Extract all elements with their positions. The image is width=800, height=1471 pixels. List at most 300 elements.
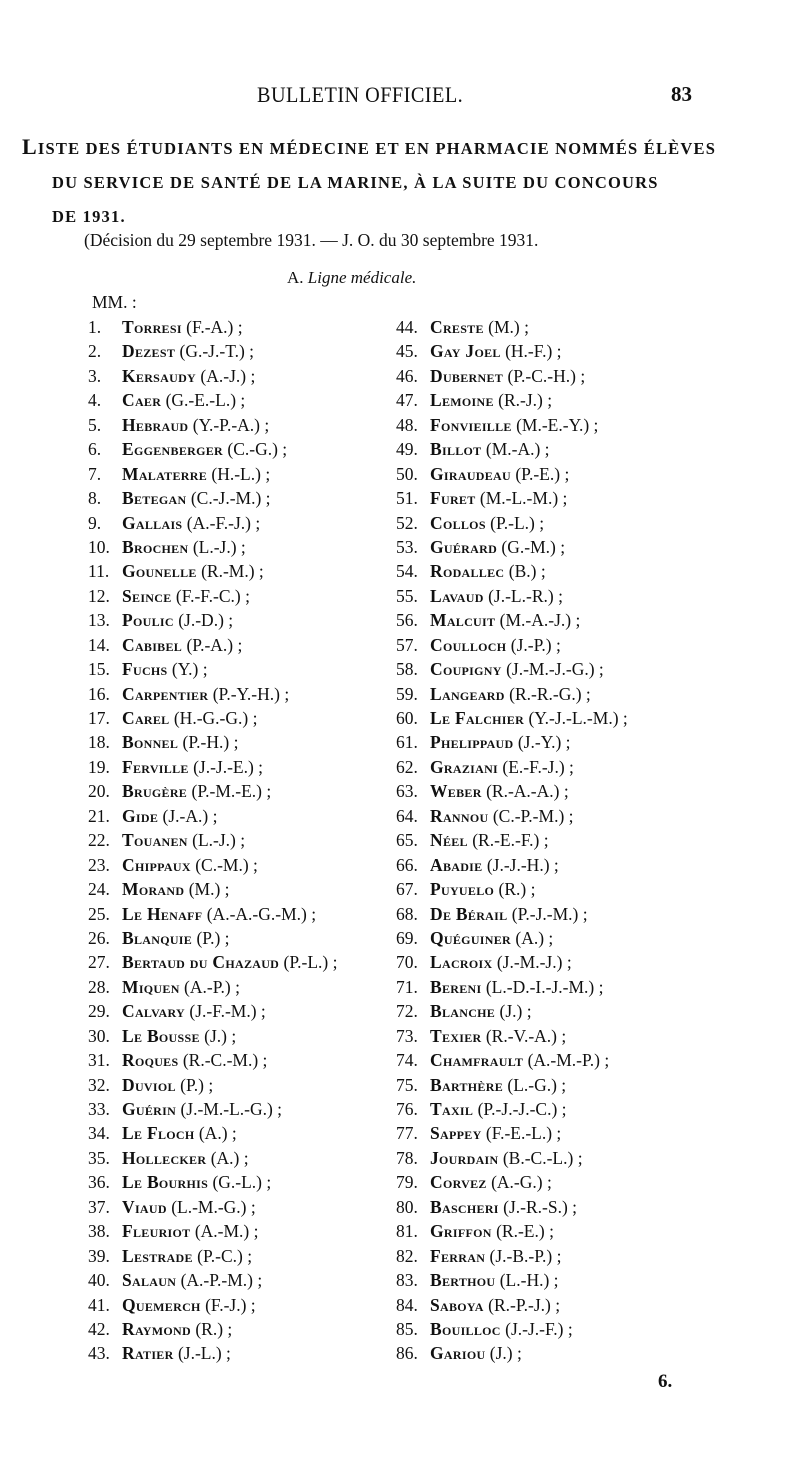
entry-number: 67. xyxy=(396,879,418,900)
list-item xyxy=(396,1244,628,1268)
entry-initials: (J.-R.-S.) ; xyxy=(503,1196,578,1217)
entry-initials: (P.) ; xyxy=(196,927,230,948)
entry-number: 57. xyxy=(396,634,418,655)
entry-number: 9. xyxy=(88,512,102,533)
list-item xyxy=(396,633,628,657)
entry-initials: (J.-M.-J.) ; xyxy=(496,952,572,973)
entry-number: 55. xyxy=(396,585,418,606)
entry-number: 33. xyxy=(88,1099,110,1119)
list-item xyxy=(88,1195,337,1219)
entry-number: 31. xyxy=(88,1050,110,1071)
entry-initials: (A.) ; xyxy=(198,1123,237,1144)
entry-initials: (C.-M.) ; xyxy=(195,854,258,875)
entry-name: Miquen xyxy=(122,976,180,997)
signature-mark: 6. xyxy=(658,1371,673,1392)
entry-name: Bertaud du Chazaud xyxy=(122,952,280,973)
entry-number: 41. xyxy=(88,1294,110,1315)
entry-name: Ferville xyxy=(122,756,189,777)
list-item xyxy=(396,1219,628,1243)
list-item xyxy=(88,999,337,1023)
list-item xyxy=(88,584,337,608)
entry-number: 32. xyxy=(88,1074,110,1095)
entry-number: 7. xyxy=(88,463,102,484)
entry-number: 56. xyxy=(396,610,418,631)
entry-name: Hollecker xyxy=(122,1147,207,1168)
list-item xyxy=(88,853,337,877)
entry-number: 47. xyxy=(396,390,418,411)
list-item xyxy=(396,1097,628,1121)
list-item xyxy=(88,315,337,339)
entry-number: 65. xyxy=(396,830,418,851)
entry-initials: (P.-C.-H.) ; xyxy=(507,365,586,386)
left-column xyxy=(88,315,337,1366)
entry-number: 25. xyxy=(88,903,110,924)
entry-number: 37. xyxy=(88,1196,110,1217)
entry-initials: (J.-J.-E.) ; xyxy=(193,756,264,777)
entry-number: 20. xyxy=(88,781,110,802)
list-item xyxy=(396,1048,628,1072)
entry-name: Barthère xyxy=(430,1074,503,1095)
entry-number: 22. xyxy=(88,830,110,851)
entry-number: 39. xyxy=(88,1245,110,1266)
decision-reference: (Décision du 29 septembre 1931. — J. O. du 30 septembre 1931. xyxy=(84,230,539,250)
entry-name: Gariou xyxy=(430,1343,486,1364)
list-item xyxy=(88,437,337,461)
entry-number: 82. xyxy=(396,1245,418,1266)
list-item xyxy=(396,902,628,926)
entry-initials: (A.-J.) ; xyxy=(200,365,256,386)
list-item xyxy=(396,559,628,583)
entry-name: Berthou xyxy=(430,1270,496,1291)
entry-number: 78. xyxy=(396,1147,418,1168)
entry-name: Gay Joel xyxy=(430,341,501,362)
list-item xyxy=(88,657,337,681)
entry-initials: (A.-A.-G.-M.) ; xyxy=(206,903,317,924)
entry-name: Rannou xyxy=(430,805,489,826)
entry-number: 84. xyxy=(396,1294,418,1315)
entry-number: 66. xyxy=(396,854,418,875)
entry-name: Le Henaff xyxy=(122,903,203,924)
list-item xyxy=(396,828,628,852)
list-item xyxy=(396,706,628,730)
list-item xyxy=(396,950,628,974)
list-item xyxy=(396,584,628,608)
entry-initials: (J.) ; xyxy=(499,1001,532,1022)
entry-name: Quemerch xyxy=(122,1294,201,1315)
entry-number: 30. xyxy=(88,1025,110,1046)
entry-initials: (L.-H.) ; xyxy=(499,1270,559,1291)
entry-name: Duviol xyxy=(122,1074,176,1095)
entry-initials: (Y.-P.-A.) ; xyxy=(192,414,270,435)
entry-number: 27. xyxy=(88,952,110,973)
entry-name: Texier xyxy=(430,1025,482,1046)
entry-initials: (J.) ; xyxy=(489,1343,522,1364)
entry-name: Gide xyxy=(122,805,159,826)
entry-name: Lemoine xyxy=(430,390,494,411)
list-item xyxy=(88,1146,337,1170)
list-item xyxy=(396,804,628,828)
entry-initials: (P.-C.) ; xyxy=(197,1245,253,1266)
entry-initials: (A.-M.) ; xyxy=(194,1221,259,1242)
entry-initials: (M.-L.-M.) ; xyxy=(479,488,568,509)
entry-initials: (G.-L.) ; xyxy=(212,1172,272,1193)
entry-initials: (R.-M.) ; xyxy=(201,561,264,582)
list-item xyxy=(396,1268,628,1292)
entry-number: 75. xyxy=(396,1074,418,1095)
entry-number: 14. xyxy=(88,634,110,655)
list-item xyxy=(88,364,337,388)
entry-number: 3. xyxy=(88,365,102,386)
entry-number: 6. xyxy=(88,439,102,460)
entry-number: 76. xyxy=(396,1099,418,1119)
entry-initials: (P.-A.) ; xyxy=(186,634,243,655)
list-item xyxy=(396,1073,628,1097)
entry-name: Calvary xyxy=(122,1001,186,1022)
entry-number: 53. xyxy=(396,536,418,557)
entry-initials: (L.-G.) ; xyxy=(507,1074,567,1095)
entry-initials: (R.) ; xyxy=(195,1318,233,1339)
entry-initials: (B.-C.-L.) ; xyxy=(502,1147,583,1168)
entry-name: Coulloch xyxy=(430,634,507,655)
entry-number: 86. xyxy=(396,1343,418,1364)
list-item xyxy=(396,535,628,559)
entry-number: 2. xyxy=(88,341,102,362)
entry-initials: (L.-J.) ; xyxy=(192,830,246,851)
entry-name: Viaud xyxy=(122,1196,167,1217)
entry-initials: (G.-E.-L.) ; xyxy=(165,390,246,411)
entry-name: Morand xyxy=(122,879,185,900)
entry-initials: (M.-A.-J.) ; xyxy=(499,610,581,631)
entry-number: 43. xyxy=(88,1343,110,1364)
entry-number: 38. xyxy=(88,1221,110,1242)
entry-name: Blanquie xyxy=(122,927,193,948)
entry-initials: (R.) ; xyxy=(498,879,536,900)
entry-number: 10. xyxy=(88,536,110,557)
entry-name: Collos xyxy=(430,512,486,533)
entry-initials: (H.-F.) ; xyxy=(505,341,562,362)
entry-number: 68. xyxy=(396,903,418,924)
entry-initials: (C.-J.-M.) ; xyxy=(190,488,271,509)
entry-initials: (R.-E.-F.) ; xyxy=(472,830,549,851)
entry-name: Roques xyxy=(122,1050,179,1071)
entry-number: 63. xyxy=(396,781,418,802)
entry-number: 50. xyxy=(396,463,418,484)
list-item xyxy=(88,608,337,632)
list-item xyxy=(396,486,628,510)
list-item xyxy=(396,877,628,901)
entry-initials: (J.) ; xyxy=(204,1025,237,1046)
section-prefix: A. xyxy=(287,268,304,287)
entry-name: Furet xyxy=(430,488,476,509)
list-item xyxy=(396,1121,628,1145)
entry-name: Giraudeau xyxy=(430,463,511,484)
entry-number: 85. xyxy=(396,1318,418,1339)
entry-initials: (H.-G.-G.) ; xyxy=(173,708,258,728)
section-heading xyxy=(287,268,416,288)
entry-initials: (G.-M.) ; xyxy=(501,536,566,557)
entry-number: 72. xyxy=(396,1001,418,1022)
list-item xyxy=(396,779,628,803)
entry-name: Coupigny xyxy=(430,659,502,680)
entry-initials: (A.-P.) ; xyxy=(184,976,240,997)
entry-name: Phelippaud xyxy=(430,732,514,753)
entry-name: Jourdain xyxy=(430,1147,499,1168)
title-line-1-text: ISTE DES ÉTUDIANTS EN MÉDECINE ET EN PHARMACIE NOMMÉS ÉLÈVES xyxy=(37,139,717,158)
entry-name: Carpentier xyxy=(122,683,209,704)
entry-initials: (P.-J.-M.) ; xyxy=(511,903,588,924)
entry-name: Blanche xyxy=(430,1001,496,1022)
list-item xyxy=(396,657,628,681)
list-item xyxy=(396,437,628,461)
entry-initials: (P.-Y.-H.) ; xyxy=(212,683,290,704)
entry-number: 51. xyxy=(396,488,418,509)
entry-number: 16. xyxy=(88,683,110,704)
list-item xyxy=(88,755,337,779)
list-item xyxy=(88,950,337,974)
title-line-3: DE 1931. xyxy=(52,207,126,226)
entry-name: Torresi xyxy=(122,317,182,337)
entry-number: 81. xyxy=(396,1221,418,1242)
entry-name: Sappey xyxy=(430,1123,482,1144)
entry-number: 40. xyxy=(88,1270,110,1291)
running-title: BULLETIN OFFICIEL. xyxy=(257,82,464,107)
entry-name: Néel xyxy=(430,830,468,851)
list-item xyxy=(88,1073,337,1097)
entry-name: Le Floch xyxy=(122,1123,195,1144)
entry-initials: (J.-B.-P.) ; xyxy=(489,1245,562,1266)
right-column xyxy=(396,315,628,1366)
entry-number: 45. xyxy=(396,341,418,362)
list-item xyxy=(88,633,337,657)
entry-number: 52. xyxy=(396,512,418,533)
entry-initials: (J.-J.-F.) ; xyxy=(505,1318,573,1339)
list-item xyxy=(396,755,628,779)
entry-name: Raymond xyxy=(122,1318,191,1339)
list-item xyxy=(396,1293,628,1317)
list-item xyxy=(88,1268,337,1292)
entry-name: Gallais xyxy=(122,512,183,533)
entry-number: 36. xyxy=(88,1172,110,1193)
list-item xyxy=(396,511,628,535)
list-item xyxy=(88,877,337,901)
entry-name: Brugère xyxy=(122,781,188,802)
entry-initials: (H.-L.) ; xyxy=(211,463,271,484)
entry-number: 4. xyxy=(88,390,102,411)
entry-initials: (A.) ; xyxy=(210,1147,249,1168)
entry-number: 58. xyxy=(396,659,418,680)
entry-number: 59. xyxy=(396,683,418,704)
entry-number: 46. xyxy=(396,365,418,386)
list-item xyxy=(88,706,337,730)
entry-number: 70. xyxy=(396,952,418,973)
entry-number: 5. xyxy=(88,414,102,435)
list-item xyxy=(396,388,628,412)
entry-initials: (P.) ; xyxy=(180,1074,214,1095)
entry-number: 19. xyxy=(88,756,110,777)
list-item xyxy=(88,730,337,754)
entry-initials: (P.-H.) ; xyxy=(182,732,239,753)
mm-label: MM. : xyxy=(92,292,137,312)
list-title xyxy=(22,130,722,234)
list-item xyxy=(396,975,628,999)
entry-name: Betegan xyxy=(122,488,187,509)
entry-name: Rodallec xyxy=(430,561,505,582)
entry-number: 24. xyxy=(88,879,110,900)
entry-initials: (L.-D.-I.-J.-M.) ; xyxy=(485,976,604,997)
entry-name: Taxil xyxy=(430,1099,474,1119)
entry-name: Graziani xyxy=(430,756,499,777)
entry-name: Lacroix xyxy=(430,952,493,973)
entry-number: 21. xyxy=(88,805,110,826)
section-label: Ligne médicale. xyxy=(307,268,417,287)
entry-initials: (J.-A.) ; xyxy=(162,805,218,826)
entry-initials: (J.-F.-M.) ; xyxy=(189,1001,266,1022)
entry-number: 1. xyxy=(88,317,102,337)
entry-initials: (P.-J.-J.-C.) ; xyxy=(477,1099,567,1119)
list-item xyxy=(88,339,337,363)
entry-name: Hebraud xyxy=(122,414,189,435)
entry-initials: (Y.) ; xyxy=(171,659,208,680)
entry-name: Salaun xyxy=(122,1270,177,1291)
entry-initials: (A.-M.-P.) ; xyxy=(527,1050,610,1071)
list-item xyxy=(396,1146,628,1170)
entry-initials: (R.-E.) ; xyxy=(496,1221,554,1242)
entry-initials: (R.-A.-A.) ; xyxy=(486,781,569,802)
entry-initials: (R.-V.-A.) ; xyxy=(485,1025,567,1046)
entry-name: Touanen xyxy=(122,830,188,851)
list-item xyxy=(396,1341,628,1365)
entry-initials: (J.-L.-R.) ; xyxy=(488,585,563,606)
entry-number: 64. xyxy=(396,805,418,826)
entry-initials: (Y.-J.-L.-M.) ; xyxy=(528,708,628,728)
list-item xyxy=(396,1024,628,1048)
list-item xyxy=(88,1219,337,1243)
entry-initials: (A.-P.-M.) ; xyxy=(180,1270,263,1291)
list-item xyxy=(396,853,628,877)
entry-initials: (B.) ; xyxy=(508,561,546,582)
entry-number: 42. xyxy=(88,1318,110,1339)
entry-number: 71. xyxy=(396,976,418,997)
entry-number: 15. xyxy=(88,659,110,680)
list-item xyxy=(396,730,628,754)
entry-name: Brochen xyxy=(122,536,189,557)
entry-name: Abadie xyxy=(430,854,483,875)
entry-initials: (R.-R.-G.) ; xyxy=(509,683,591,704)
entry-initials: (M.-E.-Y.) ; xyxy=(516,414,599,435)
entry-number: 34. xyxy=(88,1123,110,1144)
entry-initials: (M.-A.) ; xyxy=(485,439,550,460)
title-line-1 xyxy=(22,130,722,166)
list-item xyxy=(396,364,628,388)
list-item xyxy=(88,1097,337,1121)
entry-number: 11. xyxy=(88,561,110,582)
list-item xyxy=(88,511,337,535)
entry-name: Bascheri xyxy=(430,1196,499,1217)
entry-name: Lestrade xyxy=(122,1245,193,1266)
list-item xyxy=(88,1024,337,1048)
list-item xyxy=(88,1317,337,1341)
entry-number: 69. xyxy=(396,927,418,948)
list-item xyxy=(396,315,628,339)
entry-name: Bouilloc xyxy=(430,1318,501,1339)
list-item xyxy=(88,1170,337,1194)
entry-number: 29. xyxy=(88,1001,110,1022)
entry-name: Le Bousse xyxy=(122,1025,200,1046)
entry-number: 60. xyxy=(396,708,418,728)
entry-initials: (C.-P.-M.) ; xyxy=(492,805,574,826)
entry-number: 83. xyxy=(396,1270,418,1291)
entry-number: 8. xyxy=(88,488,102,509)
entry-name: Ratier xyxy=(122,1343,174,1364)
list-item xyxy=(88,926,337,950)
list-item xyxy=(396,926,628,950)
entry-name: Chippaux xyxy=(122,854,191,875)
list-item xyxy=(88,1293,337,1317)
entry-name: Creste xyxy=(430,317,484,337)
entry-initials: (J.-L.) ; xyxy=(177,1343,231,1364)
entry-name: Malcuit xyxy=(430,610,496,631)
list-item xyxy=(88,1341,337,1365)
entry-name: Chamfrault xyxy=(430,1050,524,1071)
list-item xyxy=(88,779,337,803)
entry-number: 74. xyxy=(396,1050,418,1071)
entry-initials: (P.-L.) ; xyxy=(283,952,338,973)
entry-name: Griffon xyxy=(430,1221,492,1242)
entry-number: 79. xyxy=(396,1172,418,1193)
entry-number: 48. xyxy=(396,414,418,435)
entry-initials: (P.-M.-E.) ; xyxy=(191,781,272,802)
entry-name: Bereni xyxy=(430,976,482,997)
list-item xyxy=(88,1121,337,1145)
list-item xyxy=(88,535,337,559)
list-item xyxy=(88,828,337,852)
entry-name: Bonnel xyxy=(122,732,179,753)
entry-name: Billot xyxy=(430,439,482,460)
entry-name: Gounelle xyxy=(122,561,197,582)
title-line-2: DU SERVICE DE SANTÉ DE LA MARINE, À LA SUITE DU CONCOURS xyxy=(52,173,659,192)
entry-initials: (J.-Y.) ; xyxy=(517,732,571,753)
list-item xyxy=(88,975,337,999)
entry-name: Saboya xyxy=(430,1294,484,1315)
entry-name: Dubernet xyxy=(430,365,504,386)
entry-number: 18. xyxy=(88,732,110,753)
entry-initials: (F.-F.-C.) ; xyxy=(175,585,250,606)
entry-initials: (M.) ; xyxy=(488,317,529,337)
entry-name: Guérin xyxy=(122,1099,177,1119)
entry-initials: (P.-E.) ; xyxy=(515,463,570,484)
entry-name: Fuchs xyxy=(122,659,168,680)
entry-number: 49. xyxy=(396,439,418,460)
entry-number: 54. xyxy=(396,561,418,582)
page-header xyxy=(0,82,800,112)
list-item xyxy=(396,682,628,706)
list-item xyxy=(88,462,337,486)
list-item xyxy=(396,999,628,1023)
list-item xyxy=(396,1195,628,1219)
list-item xyxy=(396,339,628,363)
entry-name: De Bérail xyxy=(430,903,508,924)
list-item xyxy=(396,462,628,486)
entry-number: 44. xyxy=(396,317,418,337)
entry-name: Dezest xyxy=(122,341,176,362)
entry-name: Guérard xyxy=(430,536,498,557)
entry-name: Caer xyxy=(122,390,162,411)
entry-number: 80. xyxy=(396,1196,418,1217)
entry-initials: (C.-G.) ; xyxy=(227,439,288,460)
entry-name: Eggenberger xyxy=(122,439,223,460)
entry-name: Fleuriot xyxy=(122,1221,191,1242)
entry-name: Puyuelo xyxy=(430,879,495,900)
